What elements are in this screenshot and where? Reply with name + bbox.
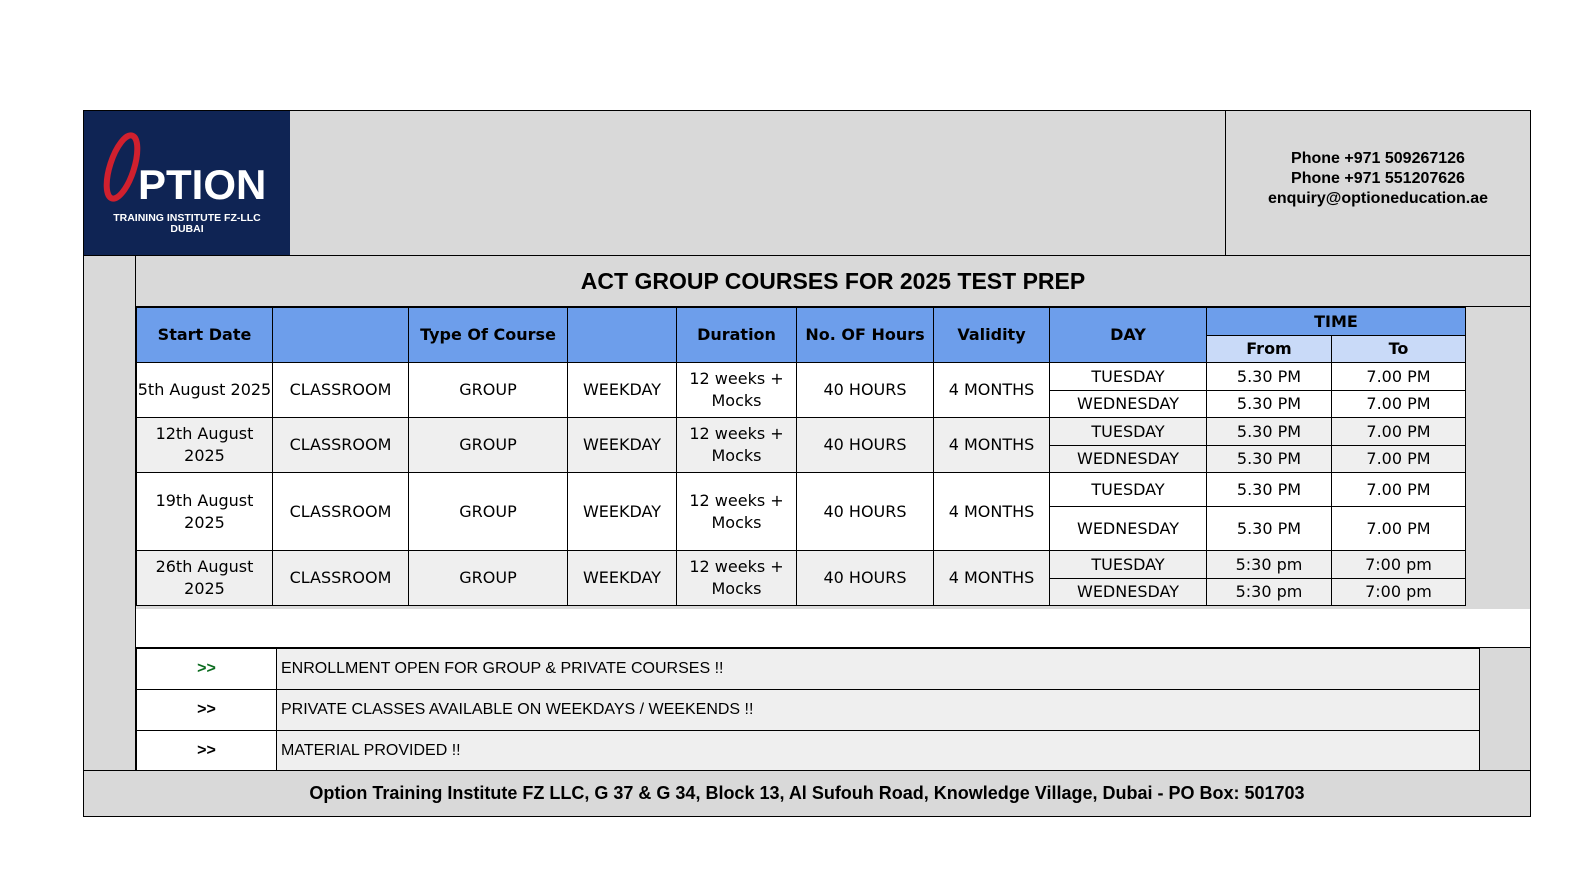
validity-cell: 4 MONTHS: [934, 473, 1050, 551]
from-cell: 5:30 pm: [1207, 579, 1332, 606]
type-cell: GROUP: [409, 551, 568, 606]
from-cell: 5.30 PM: [1207, 418, 1332, 446]
mode-cell: CLASSROOM: [273, 473, 409, 551]
type-cell: GROUP: [409, 363, 568, 418]
hours-cell: 40 HOURS: [797, 363, 934, 418]
validity-cell: 4 MONTHS: [934, 551, 1050, 606]
from-cell: 5.30 PM: [1207, 507, 1332, 551]
table-row: [137, 473, 1466, 507]
schedule-cell: WEEKDAY: [568, 473, 677, 551]
note-marker: >>: [137, 690, 277, 731]
table-row: [137, 551, 1466, 579]
col-time: TIME: [1207, 308, 1466, 336]
day-cell: WEDNESDAY: [1050, 391, 1207, 418]
footer-address: Option Training Institute FZ LLC, G 37 & G 34, Block 13, Al Sufouh Road, Knowledge Village, Dubai - PO Box: 501703: [84, 771, 1530, 816]
col-blank-1: [273, 308, 409, 363]
logo-word: PTION: [138, 161, 267, 208]
start-date-cell: 5th August 2025: [137, 363, 273, 418]
from-cell: 5.30 PM: [1207, 391, 1332, 418]
phone-2: Phone +971 551207626: [1291, 170, 1465, 187]
note-marker: >>: [137, 731, 277, 772]
phone-1: Phone +971 509267126: [1291, 150, 1465, 167]
email[interactable]: enquiry@optioneducation.ae: [1267, 190, 1489, 207]
day-cell: TUESDAY: [1050, 551, 1207, 579]
note-text: MATERIAL PROVIDED !!: [277, 731, 1480, 772]
schedule-cell: WEEKDAY: [568, 363, 677, 418]
col-from: From: [1207, 336, 1332, 363]
hours-cell: 40 HOURS: [797, 418, 934, 473]
day-cell: TUESDAY: [1050, 473, 1207, 507]
to-cell: 7.00 PM: [1332, 473, 1466, 507]
duration-cell: 12 weeks + Mocks: [677, 363, 797, 418]
schedule-cell: WEEKDAY: [568, 418, 677, 473]
logo-subtitle: TRAINING INSTITUTE FZ-LLC: [113, 212, 261, 224]
type-cell: GROUP: [409, 418, 568, 473]
col-blank-2: [568, 308, 677, 363]
type-cell: GROUP: [409, 473, 568, 551]
from-cell: 5:30 pm: [1207, 551, 1332, 579]
col-start-date: Start Date: [137, 308, 273, 363]
contact-info: [1226, 111, 1530, 255]
from-cell: 5.30 PM: [1207, 446, 1332, 473]
note-text: PRIVATE CLASSES AVAILABLE ON WEEKDAYS / WEEKENDS !!: [277, 690, 1480, 731]
col-duration: Duration: [677, 308, 797, 363]
to-cell: 7:00 pm: [1332, 551, 1466, 579]
table-row: [137, 363, 1466, 391]
mode-cell: CLASSROOM: [273, 551, 409, 606]
duration-cell: 12 weeks + Mocks: [677, 551, 797, 606]
day-cell: WEDNESDAY: [1050, 507, 1207, 551]
hours-cell: 40 HOURS: [797, 473, 934, 551]
validity-cell: 4 MONTHS: [934, 363, 1050, 418]
to-cell: 7.00 PM: [1332, 418, 1466, 446]
validity-cell: 4 MONTHS: [934, 418, 1050, 473]
table-row: [137, 418, 1466, 446]
col-hours: No. OF Hours: [797, 308, 934, 363]
to-cell: 7.00 PM: [1332, 507, 1466, 551]
note-row: [137, 649, 1480, 690]
notes-table: [136, 648, 1480, 772]
header-row: [137, 308, 1466, 336]
header-banner: [290, 111, 1226, 255]
schedule-cell: WEEKDAY: [568, 551, 677, 606]
note-row: [137, 731, 1480, 772]
start-date-cell: 26th August 2025: [137, 551, 273, 606]
col-day: DAY: [1050, 308, 1207, 363]
col-type-of-course: Type Of Course: [409, 308, 568, 363]
day-cell: TUESDAY: [1050, 363, 1207, 391]
spacer-row: [136, 609, 1530, 648]
to-cell: 7.00 PM: [1332, 363, 1466, 391]
to-cell: 7.00 PM: [1332, 446, 1466, 473]
to-cell: 7:00 pm: [1332, 579, 1466, 606]
col-validity: Validity: [934, 308, 1050, 363]
mode-cell: CLASSROOM: [273, 418, 409, 473]
from-cell: 5.30 PM: [1207, 473, 1332, 507]
note-text: ENROLLMENT OPEN FOR GROUP & PRIVATE COURSES !!: [277, 649, 1480, 690]
col-to: To: [1332, 336, 1466, 363]
note-row: [137, 690, 1480, 731]
schedule-table: [136, 307, 1466, 606]
to-cell: 7.00 PM: [1332, 391, 1466, 418]
start-date-cell: 19th August 2025: [137, 473, 273, 551]
hours-cell: 40 HOURS: [797, 551, 934, 606]
option-logo: [84, 111, 290, 255]
start-date-cell: 12th August 2025: [137, 418, 273, 473]
note-marker: >>: [137, 649, 277, 690]
page-title: ACT GROUP COURSES FOR 2025 TEST PREP: [580, 268, 1086, 294]
day-cell: WEDNESDAY: [1050, 579, 1207, 606]
logo-graphic: [84, 111, 290, 255]
duration-cell: 12 weeks + Mocks: [677, 418, 797, 473]
logo-city: DUBAI: [170, 223, 204, 235]
from-cell: 5.30 PM: [1207, 363, 1332, 391]
mode-cell: CLASSROOM: [273, 363, 409, 418]
day-cell: WEDNESDAY: [1050, 446, 1207, 473]
day-cell: TUESDAY: [1050, 418, 1207, 446]
duration-cell: 12 weeks + Mocks: [677, 473, 797, 551]
logo-letter: O: [122, 166, 124, 168]
